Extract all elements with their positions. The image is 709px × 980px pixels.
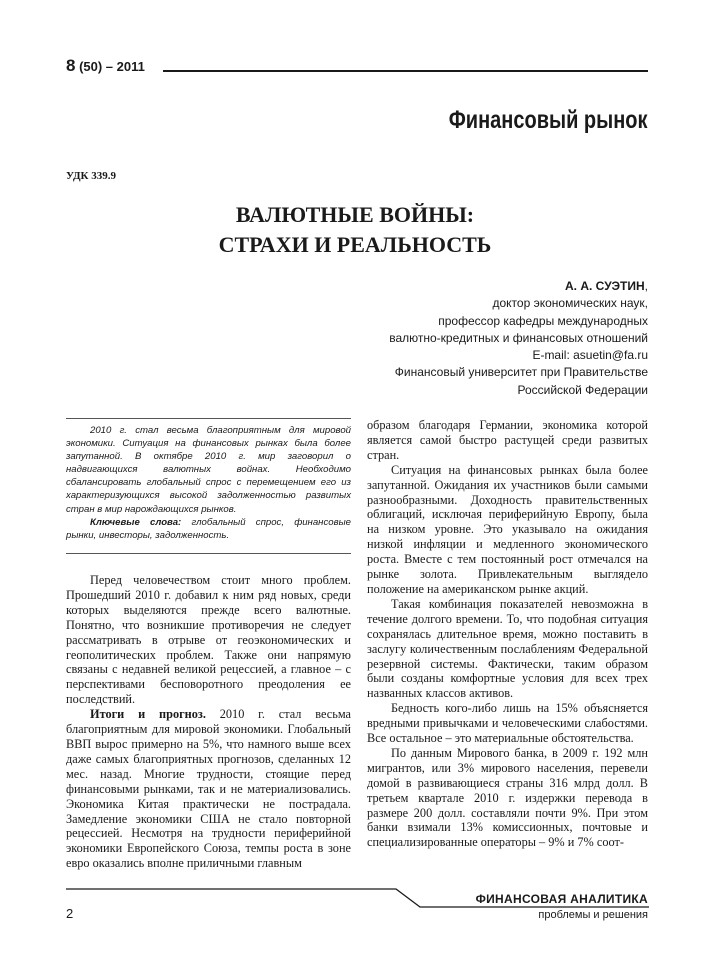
keywords (66, 516, 351, 542)
author-affiliation-2: Российской Федерации (517, 382, 648, 397)
issue-number-main: 8 (66, 56, 76, 75)
paragraph: По данным Мирового банка, в 2009 г. 192 млн мигрантов, или 3% мирового населения, перевели домой в развивающиеся страны 316 млрд долл. В третьем квартале 2010 г. издержки перевода в размере 200 долл. составляли почти 9%. При этом банки взимали 13% комиссионных, почтовые и специализированные операторы – 9% и 7% соот- (367, 745, 648, 850)
journal-brand: ФИНАНСОВАЯ АНАЛИТИКА (475, 892, 648, 906)
author-position: профессор кафедры международных (438, 313, 648, 328)
section-heading: Итоги и прогноз. (90, 707, 206, 722)
body-column-right (367, 418, 648, 850)
abstract (66, 424, 351, 542)
author-affiliation: Финансовый университет при Правительстве (394, 365, 648, 380)
paragraph-text: 2010 г. стал весьма благоприятным для мировой экономики. Глобальный ВВП вырос примерно на 5%, что намного выше всех даже самых благоприятных прогнозов, сделанных 12 мес. назад. Многие трудности, стоящие перед финансовыми рынками, так и не материализовались. Экономика Китая практически не пострадала. Замедление экономики США не стало повторной рецессией. Несмотря на трудности периферийной экономики Европейского Союза, темпы роста в зоне евро оказались вполне приличными главным (66, 707, 351, 871)
paragraph: Бедность кого-либо лишь на 15% объясняется вредными привычками и человеческими слабостями. Все остальное – это материальные обстоятельства. (367, 701, 648, 746)
article-title-line1: ВАЛЮТНЫЕ ВОЙНЫ: (235, 202, 475, 227)
keywords-label: Ключевые слова: (90, 516, 182, 528)
abstract-bottom-rule (66, 553, 351, 554)
body-column-left (66, 573, 351, 871)
header-rule (163, 70, 648, 72)
paragraph-continued: образом благодаря Германии, экономика которой является самой быстро растущей среди развитых стран. (367, 418, 648, 462)
author-degree: доктор экономических наук, (492, 296, 648, 311)
article-title-line2: СТРАХИ И РЕАЛЬНОСТЬ (218, 232, 492, 257)
page-number: 2 (66, 906, 74, 921)
udk-code: УДК 339.9 (66, 170, 117, 182)
paragraph (66, 707, 351, 871)
section-title: Финансовый рынок (449, 106, 648, 134)
journal-tagline: проблемы и решения (538, 909, 648, 921)
paragraph: Такая комбинация показателей невозможна в течение долгого времени. То, что подобная ситуация сохранялась длительное время, можно поставить в заслугу количественным послаблениям Федеральной резервной системы. Фактически, таким образом были созданы комфортные условия для всех трех названных классов активов. (367, 596, 648, 701)
author-comma: , (644, 279, 648, 293)
author-email: E-mail: asuetin@fa.ru (532, 348, 648, 363)
issue-number-rest: (50) – 2011 (75, 59, 145, 74)
issue-number (66, 56, 145, 76)
author-block (308, 278, 648, 399)
keywords-list: глобальный спрос, финансовые рынки, инвесторы, задолженность. (66, 516, 351, 541)
author-position-2: валютно-кредитных и финансовых отношений (389, 330, 648, 345)
paragraph: Перед человечеством стоит много проблем. Прошедший 2010 г. добавил к ним ряд новых, среди которых выделяются прежде всего валютные. Понятно, что возникшие противоречия не следует рассматривать в отрыве от геоэкономических и геополитических проблем. Также они напрямую связаны с недавней великой рецессией, а главное – с перспективами бесповоротного преодоления ее последствий. (66, 573, 351, 707)
paragraph: Ситуация на финансовых рынках была более запутанной. Ожидания их участников были самыми разнообразными. Доходность правительственных облигаций, исключая периферийную Европу, была на низком уровне. Это указывало на ожидания низкой инфляции и медленного экономического роста. Вместе с тем постоянный рост отмечался на рынке золота. Привлекательным выглядело положение на американском рынке акций. (367, 462, 648, 596)
abstract-text: 2010 г. стал весьма благоприятным для мировой экономики. Ситуация на финансовых рынках была более запутанной. В октябре 2010 г. мир заговорил о надвигающихся валютных войнах. Необходимо сбалансировать глобальный спрос с перемещением его из характеризующихся высокой задолженностью развитых стран в мир нарождающихся рынков. (66, 425, 351, 515)
author-name: А. А. СУЭТИН (565, 279, 645, 293)
abstract-top-rule (66, 418, 351, 419)
author-name-line (308, 278, 648, 295)
